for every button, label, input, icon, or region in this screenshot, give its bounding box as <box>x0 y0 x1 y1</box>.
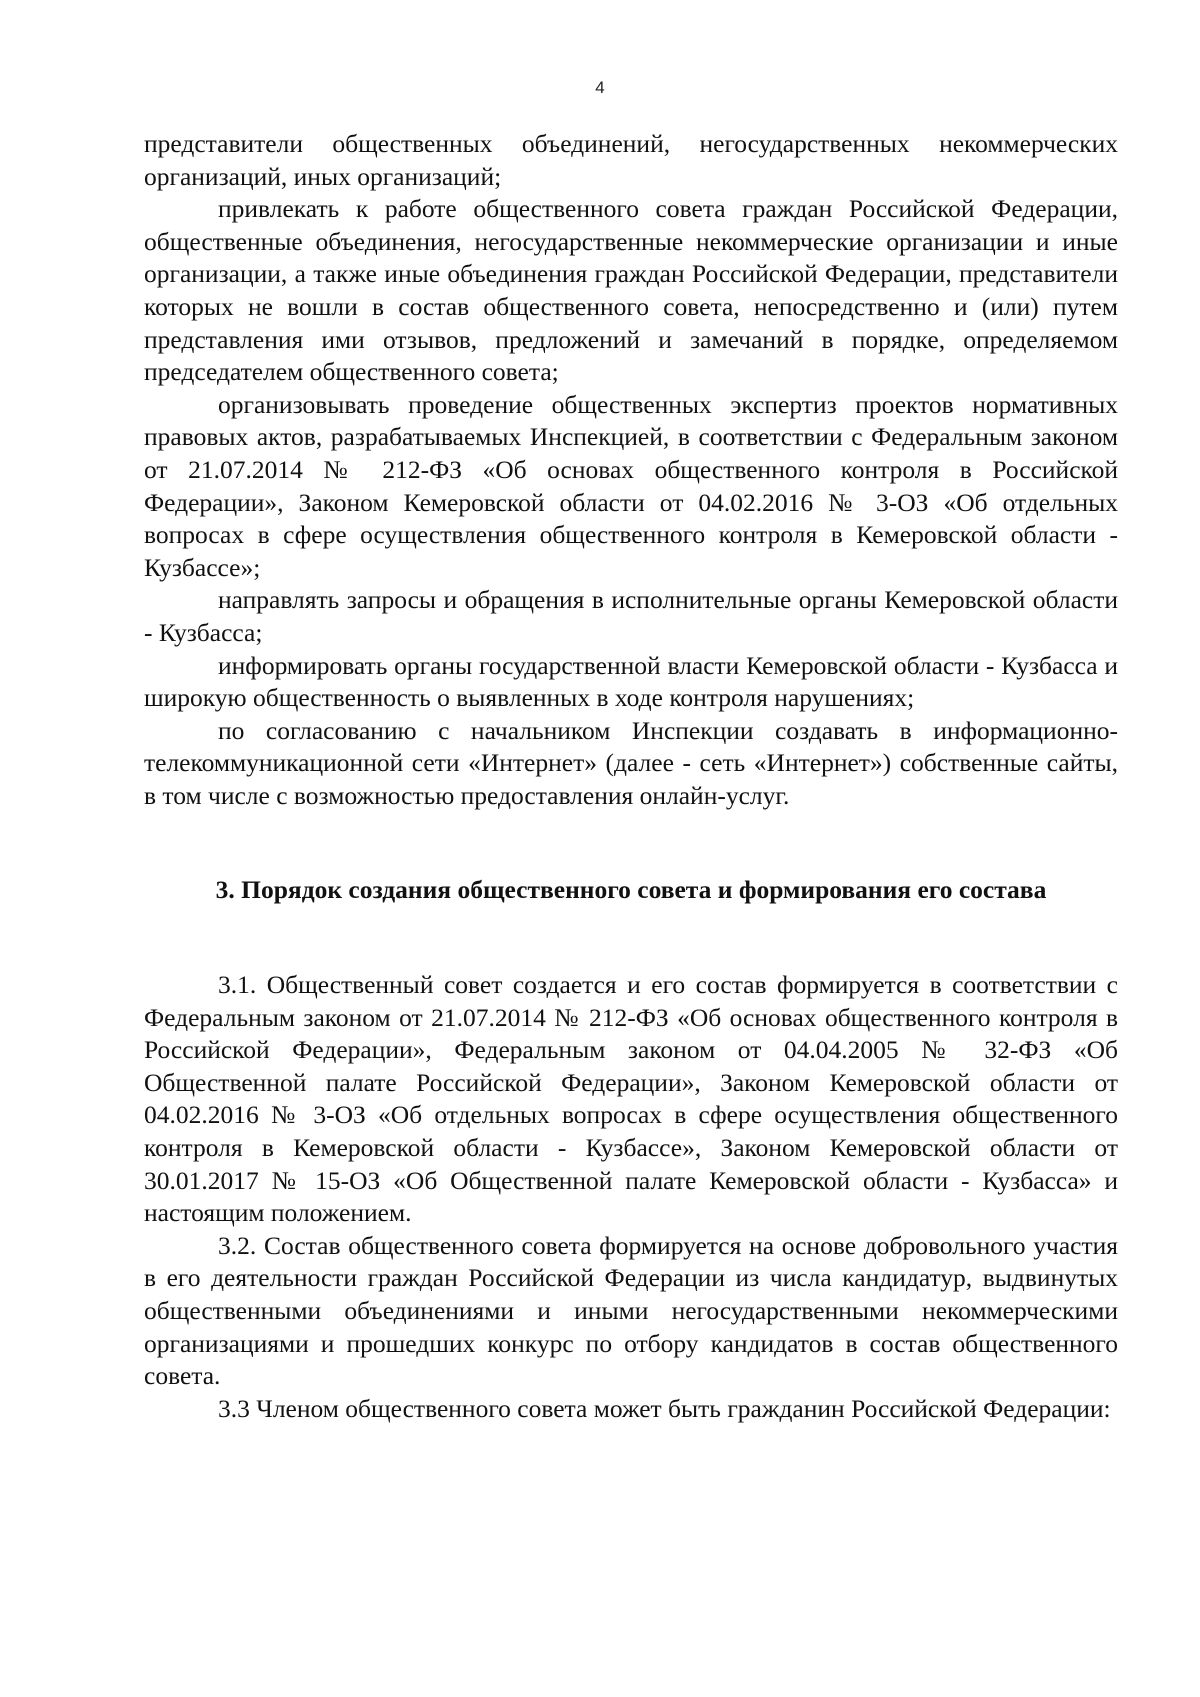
paragraph-3-2: 3.2. Состав общественного совета формируется на основе добровольного участия в его деятельности граждан Российской Федерации из числа кандидатур, выдвинутых общественными объединениями и иными негосударственными некоммерческими организациями и прошедших конкурс по отбору кандидатов в состав общественного совета. <box>144 1230 1118 1391</box>
document-body <box>144 128 1118 1425</box>
paragraph-3-3: 3.3 Членом общественного совета может быть гражданин Российской Федерации: <box>218 1393 1111 1423</box>
paragraph-representatives: представители общественных объединений, негосударственных некоммерческих организаций, иных организаций; <box>144 129 1118 191</box>
section-heading: 3. Порядок создания общественного совета и формирования его состава <box>215 875 1047 905</box>
paragraph-create-websites: по согласованию с начальником Инспекции создавать в информационно-телекоммуникационной сети «Интернет» (далее - сеть «Интернет») собственные сайты, в том числе с возможностью предоставления онлайн-услуг. <box>144 715 1118 810</box>
paragraph-organize-expertise: организовывать проведение общественных экспертиз проектов нормативных правовых актов, разрабатываемых Инспекцией, в соответствии с Федеральным законом от 21.07.2014 № 212-ФЗ «Об основах общественного контроля в Российской Федерации», Законом Кемеровской области от 04.02.2016 № 3-ОЗ «Об отдельных вопросах в сфере осуществления общественного контроля в Кемеровской области - Кузбассе»; <box>144 389 1118 582</box>
paragraph-attract-citizens: привлекать к работе общественного совета граждан Российской Федерации, общественные объединения, негосударственные некоммерческие организации и иные организации, а также иные объединения граждан Российской Федерации, представители которых не вошли в состав общественного совета, непосредственно и (или) путем представления ими отзывов, предложений и замечаний в порядке, определяемом председателем общественного совета; <box>144 194 1118 387</box>
page-number: 4 <box>595 78 605 97</box>
paragraph-3-1: 3.1. Общественный совет создается и его состав формируется в соответствии с Федеральным законом от 21.07.2014 № 212-ФЗ «Об основах общественного контроля в Российской Федерации», Федеральным законом от 04.04.2005 № 32-ФЗ «Об Общественной палате Российской Федерации», Законом Кемеровской области от 04.02.2016 № 3-ОЗ «Об отдельных вопросах в сфере осуществления общественного контроля в Кемеровской области - Кузбассе», Законом Кемеровской области от 30.01.2017 № 15-ОЗ «Об Общественной палате Кемеровской области - Кузбасса» и настоящим положением. <box>144 970 1118 1228</box>
paragraph-send-requests: направлять запросы и обращения в исполнительные органы Кемеровской области - Кузбасса; <box>144 585 1118 647</box>
paragraph-inform-authorities: информировать органы государственной власти Кемеровской области - Кузбасса и широкую общественность о выявленных в ходе контроля нарушениях; <box>144 650 1118 713</box>
